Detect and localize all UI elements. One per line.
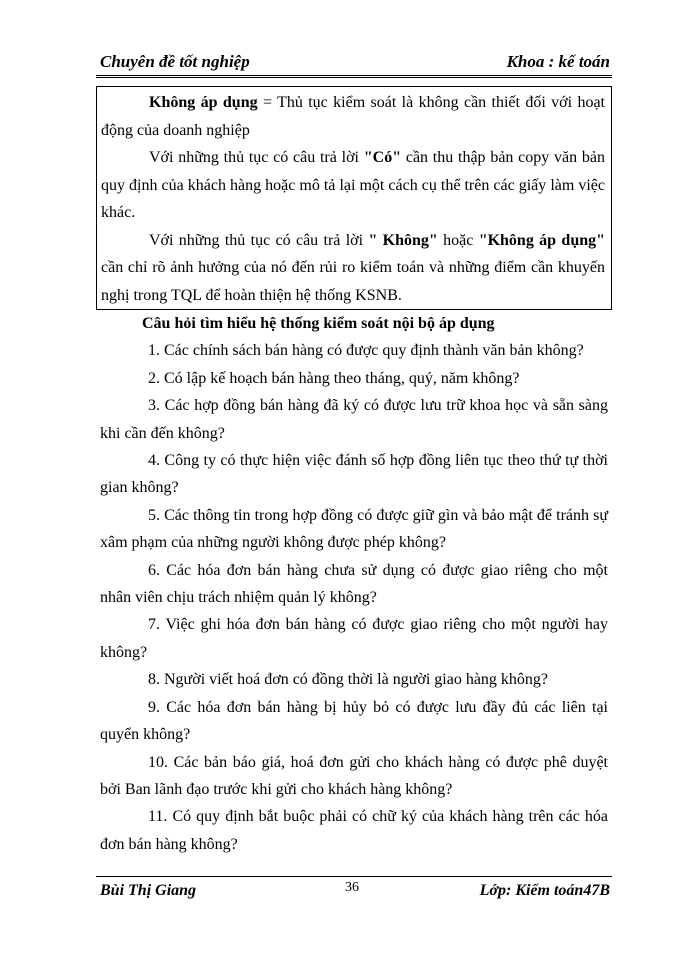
box-p1-text: = Thủ tục kiểm soát là không cần thiết đối với hoạt động của doanh nghiệp — [101, 94, 605, 139]
box-p3-bold-1: " Không" — [368, 231, 438, 249]
footer-divider — [96, 876, 612, 877]
box-p3-text-b: hoặc — [437, 231, 479, 249]
box-p2-text-a: Với những thủ tục có câu trả lời — [149, 149, 364, 166]
box-p3-bold-2: "Không áp dụng" — [478, 231, 605, 249]
footer-author: Bùi Thị Giang — [100, 882, 197, 899]
question-item: 4. Công ty có thực hiện việc đánh số hợp đồng liên tục theo thứ tự thời gian không? — [100, 452, 608, 497]
question-item: 5. Các thông tin trong hợp đồng có được giữ gìn và bảo mật để tránh sự xâm phạm của những người không được phép không? — [100, 506, 608, 552]
box-p1-bold: Không áp dụng — [149, 94, 258, 111]
question-item: 9. Các hóa đơn bán hàng bị hủy bỏ có được lưu đầy đủ các liên tại quyển không? — [100, 698, 608, 744]
question-item: 2. Có lập kế hoạch bán hàng theo tháng, quý, năm không? — [148, 369, 520, 387]
box-paragraph-2 — [101, 144, 605, 227]
question-item: 1. Các chính sách bán hàng có được quy định thành văn bản không? — [148, 342, 584, 360]
page-header — [100, 52, 610, 74]
questions-title: Câu hỏi tìm hiểu hệ thống kiểm soát nội bộ áp dụng — [142, 315, 495, 332]
questions-section — [100, 310, 608, 858]
instruction-box — [96, 86, 612, 310]
header-department: Khoa : kế toán — [506, 52, 610, 71]
box-p3-text-a: Với những thủ tục có câu trả lời — [149, 231, 369, 249]
header-title: Chuyên đề tốt nghiệp — [100, 52, 250, 71]
header-divider — [96, 75, 612, 78]
footer-class: Lớp: Kiểm toán47B — [479, 882, 610, 899]
question-item: 7. Việc ghi hóa đơn bán hàng có được giao riêng cho một người hay không? — [100, 616, 608, 661]
page-number: 36 — [345, 880, 359, 895]
page-footer — [100, 880, 610, 902]
question-item: 10. Các bản báo giá, hoá đơn gửi cho khách hàng có được phê duyệt bởi Ban lãnh đạo trước khi gửi cho khách hàng không? — [100, 753, 608, 798]
box-p3-text-c: cần chỉ rõ ảnh hưởng của nó đến rủi ro kiểm toán và những điểm cần khuyến nghị trong TQL để hoàn thiện hệ thống KSNB. — [101, 259, 605, 304]
question-item: 3. Các hợp đồng bán hàng đã ký có được lưu trữ khoa học và sẵn sàng khi cần đến không? — [100, 397, 608, 442]
question-item: 6. Các hóa đơn bán hàng chưa sử dụng có được giao riêng cho một nhân viên chịu trách nhiệm quản lý không? — [100, 561, 608, 607]
box-paragraph-3 — [101, 227, 605, 310]
box-paragraph-1 — [101, 89, 605, 144]
box-p2-text-b: cần thu thập bản copy văn bản quy định của khách hàng hoặc mô tả lại một cách cụ thể trên các giấy làm việc khác. — [101, 149, 606, 221]
question-item: 8. Người viết hoá đơn có đồng thời là người giao hàng không? — [148, 671, 549, 689]
question-item: 11. Có quy định bắt buộc phải có chữ ký của khách hàng trên các hóa đơn bán hàng không? — [100, 808, 608, 853]
box-p2-bold: "Có" — [363, 149, 402, 166]
